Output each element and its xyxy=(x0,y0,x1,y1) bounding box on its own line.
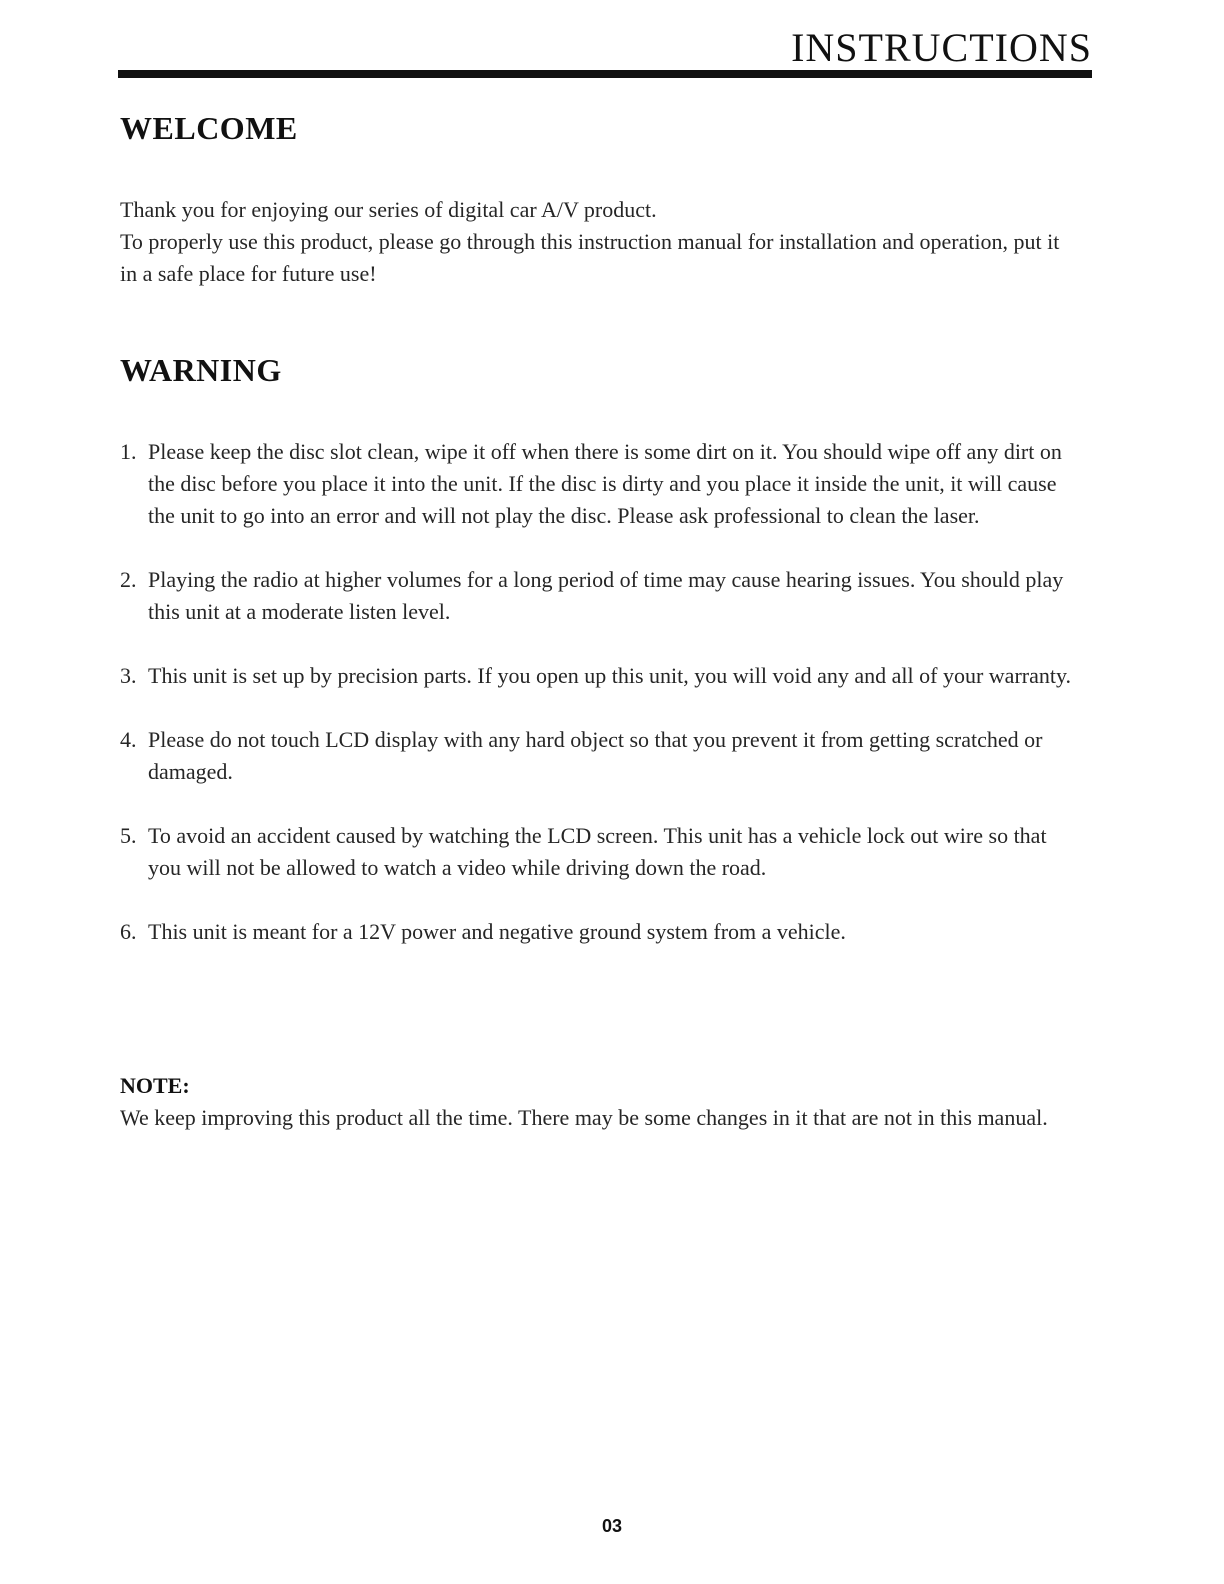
warning-heading: WARNING xyxy=(120,352,282,388)
warning-item-number: 2. xyxy=(120,567,137,592)
warning-item-2 xyxy=(120,564,1080,628)
warning-item-5 xyxy=(120,820,1080,884)
welcome-heading: WELCOME xyxy=(120,110,298,146)
warning-item-text: This unit is set up by precision parts. If you open up this unit, you will void any and all of your warranty. xyxy=(148,663,1072,688)
warning-list xyxy=(120,436,1080,980)
header-divider xyxy=(118,70,1092,78)
warning-item-text: Please keep the disc slot clean, wipe it off when there is some dirt on it. You should wipe off any dirt on the disc before you place it into the unit. If the disc is dirty and you place it inside the unit, it will cause the unit to go into an error and will not play the disc. Please ask professional to clean the laser. xyxy=(148,439,1062,528)
warning-item-text: Playing the radio at higher volumes for a long period of time may cause hearing issues. You should play this unit at a moderate listen level. xyxy=(148,567,1064,624)
warning-item-number: 3. xyxy=(120,663,137,688)
welcome-paragraph-1: Thank you for enjoying our series of digital car A/V product. xyxy=(120,197,657,222)
page-header-title: INSTRUCTIONS xyxy=(791,25,1092,70)
warning-item-text: Please do not touch LCD display with any hard object so that you prevent it from getting scratched or damaged. xyxy=(148,727,1043,784)
warning-item-text: This unit is meant for a 12V power and negative ground system from a vehicle. xyxy=(148,919,846,944)
warning-item-number: 4. xyxy=(120,727,137,752)
warning-item-3 xyxy=(120,660,1080,692)
note-label: NOTE: xyxy=(120,1073,190,1098)
warning-item-text: To avoid an accident caused by watching the LCD screen. This unit has a vehicle lock out wire so that you will not be allowed to watch a video while driving down the road. xyxy=(148,823,1047,880)
page-number: 03 xyxy=(601,1516,623,1536)
warning-item-4 xyxy=(120,724,1080,788)
warning-item-number: 5. xyxy=(120,823,137,848)
warning-item-1 xyxy=(120,436,1080,532)
warning-item-6 xyxy=(120,916,1080,948)
note-paragraph: We keep improving this product all the time. There may be some changes in it that are not in this manual. xyxy=(120,1105,1048,1130)
warning-item-number: 1. xyxy=(120,439,137,464)
welcome-paragraph-2: To properly use this product, please go through this instruction manual for installation and operation, put it in a safe place for future use! xyxy=(120,229,1060,286)
warning-item-number: 6. xyxy=(120,919,137,944)
